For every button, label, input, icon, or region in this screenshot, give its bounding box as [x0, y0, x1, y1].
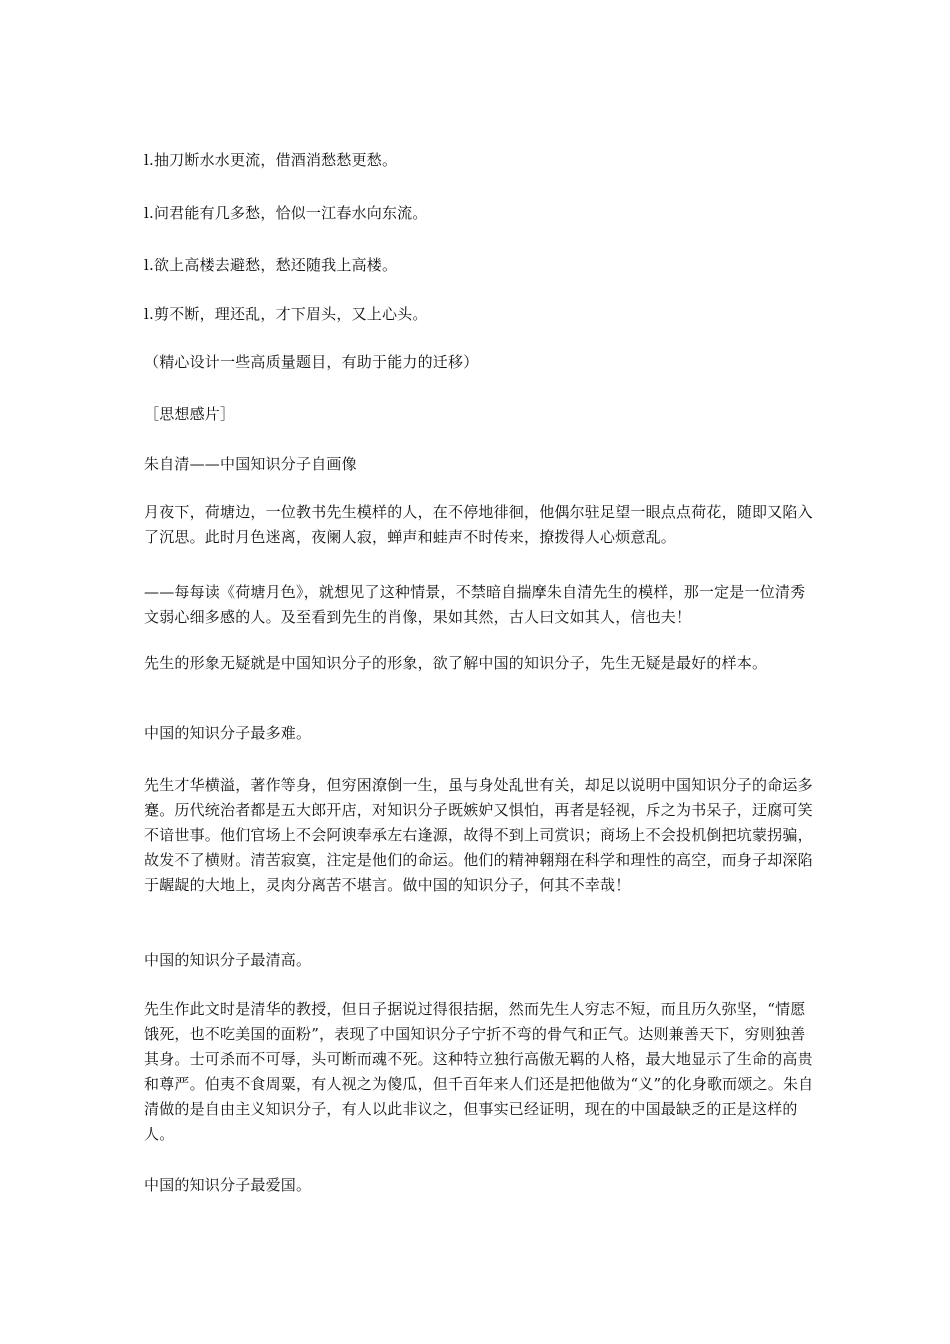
paragraph-moonlight: 月夜下，荷塘边，一位教书先生模样的人，在不停地徘徊，他偶尔驻足望一眼点点荷花，随即又陷入了沉思。此时月色迷离，夜阑人寂，蝉声和蛙声不时传来，撩拨得人心烦意乱。 — [144, 503, 813, 546]
paragraph-hardship: 先生才华横溢，著作等身，但穷困潦倒一生，虽与身处乱世有关，却足以说明中国知识分子的命运多蹇。历代统治者都是五大郎开店，对知识分子既嫉妒又惧怕，再者是轻视，斥之为书呆子，迂腐可笑不谙世事。他们官场上不会阿谀奉承左右逢源，故得不到上司赏识；商场上不会投机倒把坑蒙拐骗，故发不了横财。清苦寂寞，注定是他们的命运。他们的精神翱翔在科学和理性的高空，而身子却深陷于龌龊的大地上，灵肉分离苦不堪言。做中国的知识分子，何其不幸哉！ — [144, 776, 813, 894]
subheading-integrity: 中国的知识分子最清高。 — [144, 951, 312, 969]
note-paragraph: （精心设计一些高质量题目，有助于能力的迁移） — [144, 353, 479, 371]
paragraph-image: 先生的形象无疑就是中国知识分子的形象，欲了解中国的知识分子，先生无疑是最好的样本。 — [144, 654, 768, 672]
subheading-hardship: 中国的知识分子最多难。 — [144, 724, 312, 742]
paragraph-integrity: 先生作此文时是清华的教授，但日子据说过得很拮据，然而先生人穷志不短，而且历久弥坚，“情愿饿死，也不吃美国的面粉”，表现了中国知识分子宁折不弯的骨气和正气。达则兼善天下，穷则独善其身。士可杀而不可辱，头可断而魂不死。这种特立独行高傲无羁的人格，最大地显示了生命的高贵和尊严。伯夷不食周粟，有人视之为傻瓜，但千百年来人们还是把他做为“义”的化身歌而颂之。朱自清做的是自由主义知识分子，有人以此非议之，但事实已经证明，现在的中国最缺乏的正是这样的人。 — [144, 1000, 814, 1143]
poem-line-1: l.抽刀断水水更流，借酒消愁愁更愁。 — [144, 151, 398, 169]
poem-line-4: l.剪不断，理还乱，才下眉头，又上心头。 — [144, 305, 428, 323]
section-heading: ［思想感片］ — [144, 405, 236, 423]
poem-line-3: l.欲上高楼去避愁，愁还随我上高楼。 — [144, 256, 398, 274]
subheading-patriotism: 中国的知识分子最爱国。 — [144, 1176, 312, 1194]
article-title: 朱自清——中国知识分子自画像 — [144, 455, 357, 473]
poem-line-2: l.问君能有几多愁，恰似一江春水向东流。 — [144, 204, 428, 222]
paragraph-reading: ——每每读《荷塘月色》，就想见了这种情景，不禁暗自揣摩朱自清先生的模样，那一定是一位清秀文弱心细多感的人。及至看到先生的肖像，果如其然，古人曰文如其人，信也夫！ — [144, 583, 806, 626]
